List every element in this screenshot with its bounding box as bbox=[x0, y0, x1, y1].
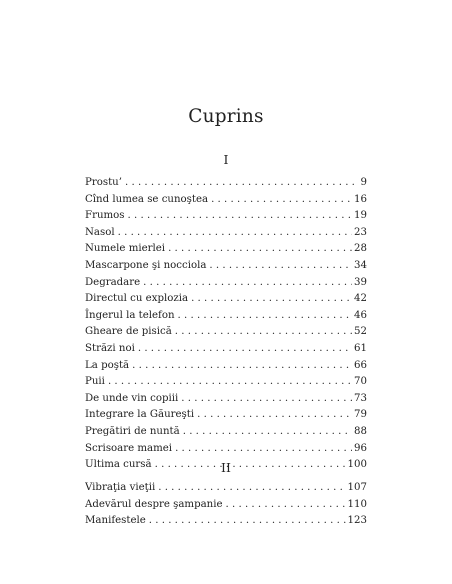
toc-entry bbox=[85, 513, 367, 530]
toc-entry bbox=[85, 441, 367, 458]
toc-entry-page-number: 110 bbox=[346, 497, 367, 514]
toc-entry-page-number: 96 bbox=[352, 441, 367, 458]
toc-entry-page-number: 61 bbox=[352, 341, 367, 358]
toc-entry-title: Ultima cursă bbox=[85, 457, 155, 474]
toc-list bbox=[85, 175, 367, 474]
toc-entry-page-number: 123 bbox=[346, 513, 367, 530]
toc-entry bbox=[85, 275, 367, 292]
toc-entry bbox=[85, 208, 367, 225]
toc-entry bbox=[85, 308, 367, 325]
toc-entry-page-number: 39 bbox=[352, 275, 367, 292]
toc-entry-page-number: 46 bbox=[352, 308, 367, 325]
toc-entry-page-number: 66 bbox=[352, 358, 367, 375]
toc-entry bbox=[85, 175, 367, 192]
dot-leader bbox=[175, 324, 352, 341]
toc-entry-page-number: 52 bbox=[352, 324, 367, 341]
toc-entry bbox=[85, 424, 367, 441]
dot-leader bbox=[132, 358, 352, 375]
page-title: Cuprins bbox=[188, 106, 264, 127]
dot-leader bbox=[118, 225, 352, 242]
toc-entry-title: Gheare de pisică bbox=[85, 324, 175, 341]
toc-entry-title: La poştă bbox=[85, 358, 132, 375]
toc-entry-title: De unde vin copiii bbox=[85, 391, 181, 408]
toc-entry bbox=[85, 341, 367, 358]
toc-entry-page-number: 79 bbox=[352, 407, 367, 424]
toc-entry-page-number: 19 bbox=[352, 208, 367, 225]
toc-entry-page-number: 107 bbox=[346, 480, 367, 497]
dot-leader bbox=[168, 241, 352, 258]
toc-entry-page-number: 23 bbox=[352, 225, 367, 242]
toc-entry bbox=[85, 358, 367, 375]
toc-entry-title: Cînd lumea se cunoştea bbox=[85, 192, 211, 209]
dot-leader bbox=[175, 441, 352, 458]
toc-entry-page-number: 34 bbox=[352, 258, 367, 275]
dot-leader bbox=[183, 424, 352, 441]
toc-entry-title: Degradare bbox=[85, 275, 143, 292]
toc-entry-page-number: 42 bbox=[352, 291, 367, 308]
toc-entry-page-number: 73 bbox=[352, 391, 367, 408]
dot-leader bbox=[209, 258, 352, 275]
toc-entry-title: Nasol bbox=[85, 225, 118, 242]
toc-entry bbox=[85, 241, 367, 258]
dot-leader bbox=[191, 291, 352, 308]
dot-leader bbox=[138, 341, 352, 358]
toc-entry-page-number: 16 bbox=[352, 192, 367, 209]
toc-entry bbox=[85, 192, 367, 209]
dot-leader bbox=[181, 391, 352, 408]
toc-list bbox=[85, 480, 367, 530]
toc-entry-title: Vibraţia vieţii bbox=[85, 480, 158, 497]
toc-entry bbox=[85, 391, 367, 408]
toc-entry bbox=[85, 225, 367, 242]
dot-leader bbox=[108, 374, 352, 391]
toc-entry bbox=[85, 258, 367, 275]
toc-entry-title: Directul cu explozia bbox=[85, 291, 191, 308]
dot-leader bbox=[143, 275, 352, 292]
section-label: II bbox=[221, 460, 231, 475]
dot-leader bbox=[197, 407, 352, 424]
toc-entry bbox=[85, 374, 367, 391]
toc-entry-title: Prostu’ bbox=[85, 175, 125, 192]
dot-leader bbox=[128, 208, 353, 225]
toc-entry-title: Străzi noi bbox=[85, 341, 138, 358]
toc-entry-title: Manifestele bbox=[85, 513, 149, 530]
toc-entry-title: Scrisoare mamei bbox=[85, 441, 175, 458]
dot-leader bbox=[158, 480, 345, 497]
toc-entry bbox=[85, 407, 367, 424]
toc-entry-title: Numele mierlei bbox=[85, 241, 168, 258]
toc-entry-page-number: 100 bbox=[346, 457, 367, 474]
toc-entry-title: Pregătiri de nuntă bbox=[85, 424, 183, 441]
dot-leader bbox=[226, 497, 346, 514]
toc-entry-page-number: 28 bbox=[352, 241, 367, 258]
toc-entry-title: Îngerul la telefon bbox=[85, 308, 178, 325]
toc-entry-page-number: 88 bbox=[352, 424, 367, 441]
toc-entry-page-number: 70 bbox=[352, 374, 367, 391]
section-label: I bbox=[223, 152, 229, 167]
toc-entry bbox=[85, 480, 367, 497]
dot-leader bbox=[178, 308, 353, 325]
toc-entry-title: Adevărul despre şampanie bbox=[85, 497, 226, 514]
dot-leader bbox=[125, 175, 359, 192]
toc-entry-title: Mascarpone şi nocciola bbox=[85, 258, 209, 275]
toc-entry bbox=[85, 291, 367, 308]
dot-leader bbox=[211, 192, 352, 209]
toc-entry-title: Puii bbox=[85, 374, 108, 391]
toc-entry bbox=[85, 324, 367, 341]
toc-entry-page-number: 9 bbox=[359, 175, 367, 192]
dot-leader bbox=[149, 513, 346, 530]
toc-entry bbox=[85, 497, 367, 514]
toc-entry-title: Frumos bbox=[85, 208, 128, 225]
toc-entry-title: Integrare la Găureşti bbox=[85, 407, 197, 424]
